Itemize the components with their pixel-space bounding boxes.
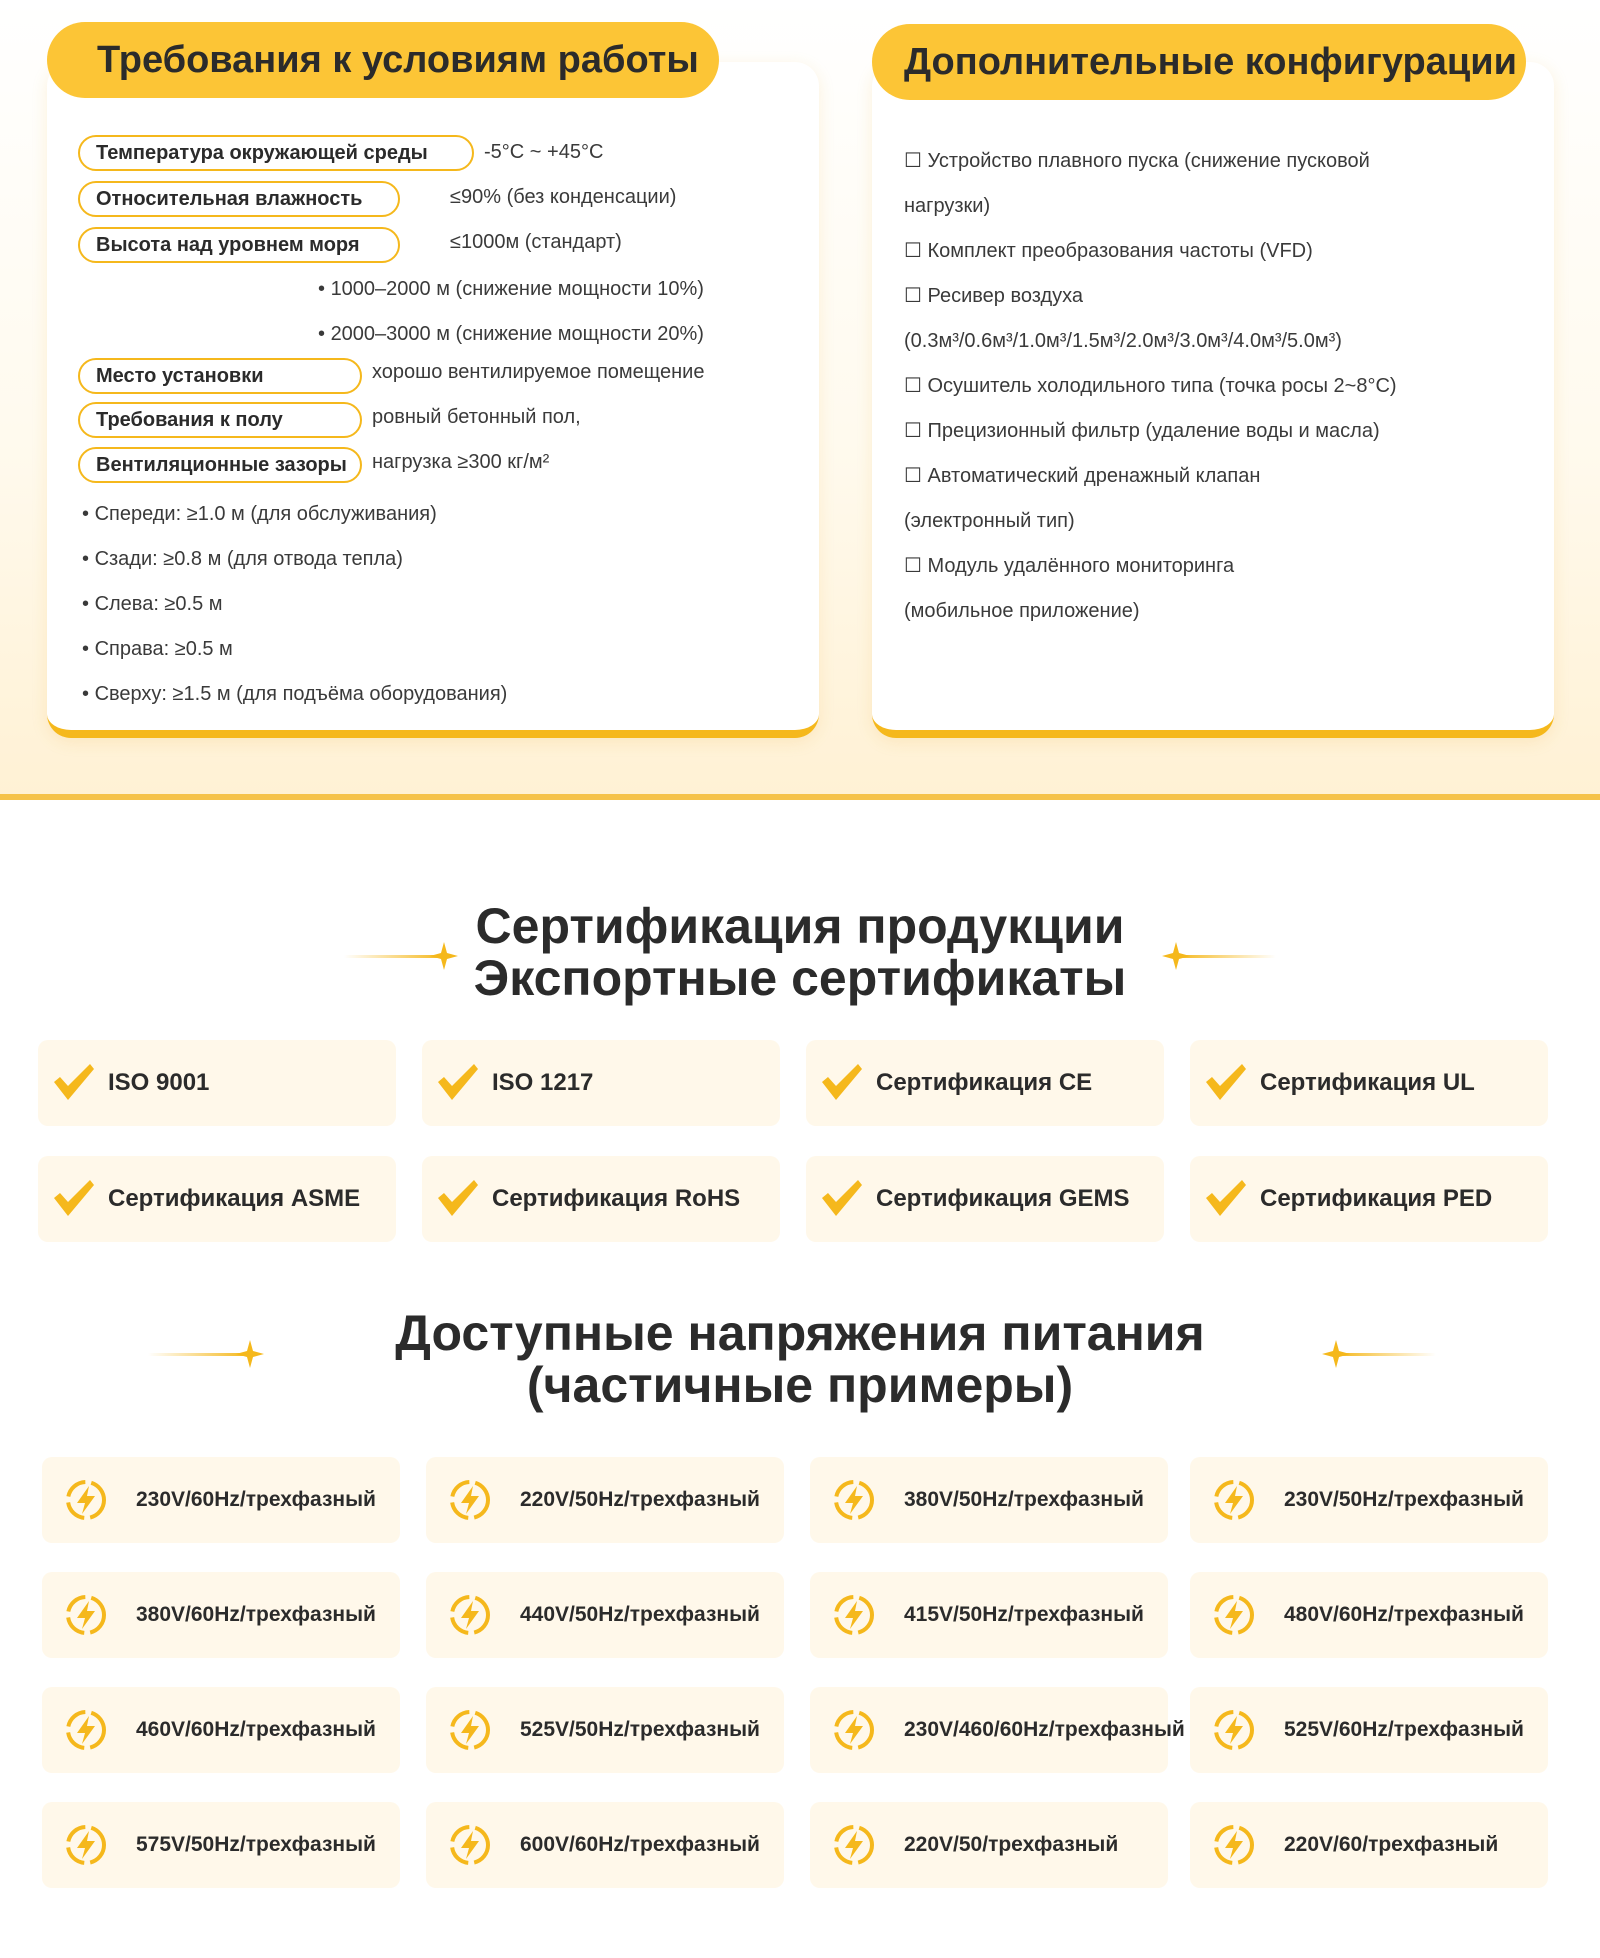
decorative-line xyxy=(148,1353,248,1356)
certification-tile xyxy=(38,1156,396,1242)
voltage-tile xyxy=(426,1802,784,1888)
voltage-label: 440V/50Hz/трехфазный xyxy=(520,1603,760,1626)
check-icon xyxy=(820,1062,864,1102)
voltage-tile xyxy=(42,1457,400,1543)
lightning-bolt-icon xyxy=(832,1593,876,1637)
lightning-bolt-icon xyxy=(832,1708,876,1752)
certification-tile xyxy=(38,1040,396,1126)
voltage-tile xyxy=(1190,1457,1548,1543)
clearance-item: • Сзади: ≥0.8 м (для отвода тепла) xyxy=(82,547,403,571)
lightning-bolt-icon xyxy=(1212,1708,1256,1752)
voltage-tile xyxy=(810,1687,1185,1773)
voltage-label: 460V/60Hz/трехфазный xyxy=(136,1718,376,1741)
check-icon xyxy=(1204,1178,1248,1218)
check-icon xyxy=(820,1178,864,1218)
decorative-line xyxy=(1336,1353,1436,1356)
voltage-tile xyxy=(42,1802,400,1888)
voltage-tile xyxy=(426,1457,784,1543)
value-altitude: ≤1000м (стандарт) xyxy=(450,231,622,253)
lightning-bolt-icon xyxy=(1212,1478,1256,1522)
voltage-label: 220V/60/трехфазный xyxy=(1284,1833,1499,1856)
additional-config-title: Дополнительные конфигурации xyxy=(872,24,1526,100)
voltage-tile xyxy=(1190,1572,1548,1658)
certification-label: ISO 1217 xyxy=(492,1069,594,1096)
certification-label: Сертификация CE xyxy=(876,1069,1093,1096)
clearance-item: • Спереди: ≥1.0 м (для обслуживания) xyxy=(82,502,437,526)
voltage-label: 230V/60Hz/трехфазный xyxy=(136,1488,376,1511)
certification-label: Сертификация ASME xyxy=(108,1185,361,1212)
certification-label: Сертификация RoHS xyxy=(492,1185,741,1212)
pill-floor-requirements: Требования к полу xyxy=(78,402,362,438)
voltage-tile xyxy=(810,1802,1168,1888)
voltage-label: 600V/60Hz/трехфазный xyxy=(520,1833,760,1856)
altitude-note: • 2000–3000 м (снижение мощности 20%) xyxy=(318,322,704,346)
voltage-label: 380V/60Hz/трехфазный xyxy=(136,1603,376,1626)
lightning-bolt-icon xyxy=(64,1478,108,1522)
config-line: (мобильное приложение) xyxy=(904,600,1140,622)
pill-altitude: Высота над уровнем моря xyxy=(78,227,400,263)
voltage-label: 380V/50Hz/трехфазный xyxy=(904,1488,1144,1511)
altitude-note: • 1000–2000 м (снижение мощности 10%) xyxy=(318,277,704,301)
lightning-bolt-icon xyxy=(448,1478,492,1522)
certification-label: Сертификация GEMS xyxy=(876,1185,1130,1212)
lightning-bolt-icon xyxy=(448,1593,492,1637)
certification-tile xyxy=(1190,1040,1548,1126)
certification-label: Сертификация UL xyxy=(1260,1069,1475,1096)
pill-ambient-temperature: Температура окружающей среды xyxy=(78,135,474,171)
lightning-bolt-icon xyxy=(64,1708,108,1752)
voltage-tile xyxy=(426,1687,784,1773)
certification-label: Сертификация PED xyxy=(1260,1185,1493,1212)
voltage-tile xyxy=(1190,1687,1548,1773)
lightning-bolt-icon xyxy=(448,1823,492,1867)
config-line: ☐ Автоматический дренажный клапан xyxy=(904,465,1261,487)
lightning-bolt-icon xyxy=(64,1593,108,1637)
value-floor-requirements: ровный бетонный пол, xyxy=(372,406,581,428)
lightning-bolt-icon xyxy=(64,1823,108,1867)
clearance-item: • Слева: ≥0.5 м xyxy=(82,592,223,616)
check-icon xyxy=(436,1178,480,1218)
voltage-tile xyxy=(810,1457,1168,1543)
value-ambient-temperature: -5°C ~ +45°C xyxy=(484,141,604,163)
config-line: ☐ Ресивер воздуха xyxy=(904,285,1084,307)
pill-installation-site: Место установки xyxy=(78,358,362,394)
certification-tile xyxy=(1190,1156,1548,1242)
clearance-item: • Справа: ≥0.5 м xyxy=(82,637,233,661)
sparkle-star-icon xyxy=(236,1340,264,1368)
certification-tile xyxy=(806,1156,1164,1242)
value-ventilation-clearances: нагрузка ≥300 кг/м² xyxy=(372,451,550,473)
check-icon xyxy=(52,1062,96,1102)
pill-ventilation-clearances: Вентиляционные зазоры xyxy=(78,447,362,483)
voltages-title-line2: (частичные примеры) xyxy=(526,1357,1074,1413)
voltage-label: 525V/60Hz/трехфазный xyxy=(1284,1718,1524,1741)
voltage-label: 220V/50/трехфазный xyxy=(904,1833,1119,1856)
config-line: ☐ Комплект преобразования частоты (VFD) xyxy=(904,240,1313,262)
certification-label: ISO 9001 xyxy=(108,1069,210,1096)
lightning-bolt-icon xyxy=(832,1823,876,1867)
config-line: ☐ Осушитель холодильного типа (точка росы 2~8°C) xyxy=(904,375,1397,397)
config-line: ☐ Модуль удалённого мониторинга xyxy=(904,555,1235,577)
voltage-tile xyxy=(810,1572,1168,1658)
voltage-label: 230V/460/60Hz/трехфазный xyxy=(904,1718,1185,1741)
voltages-title-line1: Доступные напряжения питания xyxy=(395,1305,1205,1361)
operating-conditions-title: Требования к условиям работы xyxy=(47,22,719,98)
decorative-line xyxy=(1176,955,1276,958)
section-divider xyxy=(0,794,1600,800)
certification-tile xyxy=(422,1040,780,1126)
check-icon xyxy=(52,1178,96,1218)
certification-tile xyxy=(806,1040,1164,1126)
lightning-bolt-icon xyxy=(1212,1823,1256,1867)
lightning-bolt-icon xyxy=(448,1708,492,1752)
certification-title-line1: Сертификация продукции xyxy=(475,898,1125,954)
voltage-label: 480V/60Hz/трехфазный xyxy=(1284,1603,1524,1626)
voltage-label: 230V/50Hz/трехфазный xyxy=(1284,1488,1524,1511)
voltage-label: 525V/50Hz/трехфазный xyxy=(520,1718,760,1741)
check-icon xyxy=(1204,1062,1248,1102)
config-line: ☐ Прецизионный фильтр (удаление воды и масла) xyxy=(904,420,1380,442)
voltage-tile xyxy=(42,1572,400,1658)
value-relative-humidity: ≤90% (без конденсации) xyxy=(450,186,677,208)
check-icon xyxy=(436,1062,480,1102)
voltage-label: 575V/50Hz/трехфазный xyxy=(136,1833,376,1856)
voltage-label: 415V/50Hz/трехфазный xyxy=(904,1603,1144,1626)
voltage-label: 220V/50Hz/трехфазный xyxy=(520,1488,760,1511)
certification-tile xyxy=(422,1156,780,1242)
sparkle-star-icon xyxy=(430,942,458,970)
pill-relative-humidity: Относительная влажность xyxy=(78,181,400,217)
value-installation-site: хорошо вентилируемое помещение xyxy=(372,361,705,383)
certification-title-line2: Экспортные сертификаты xyxy=(473,950,1127,1006)
lightning-bolt-icon xyxy=(1212,1593,1256,1637)
voltage-tile xyxy=(42,1687,400,1773)
clearance-item: • Сверху: ≥1.5 м (для подъёма оборудования) xyxy=(82,682,507,706)
config-line: ☐ Устройство плавного пуска (снижение пусковой xyxy=(904,150,1370,172)
config-line: (0.3м³/0.6м³/1.0м³/1.5м³/2.0м³/3.0м³/4.0м³/5.0м³) xyxy=(904,330,1342,352)
lightning-bolt-icon xyxy=(832,1478,876,1522)
voltage-tile xyxy=(1190,1802,1548,1888)
voltage-tile xyxy=(426,1572,784,1658)
config-line: нагрузки) xyxy=(904,195,991,217)
decorative-line xyxy=(344,955,444,958)
config-line: (электронный тип) xyxy=(904,510,1075,532)
